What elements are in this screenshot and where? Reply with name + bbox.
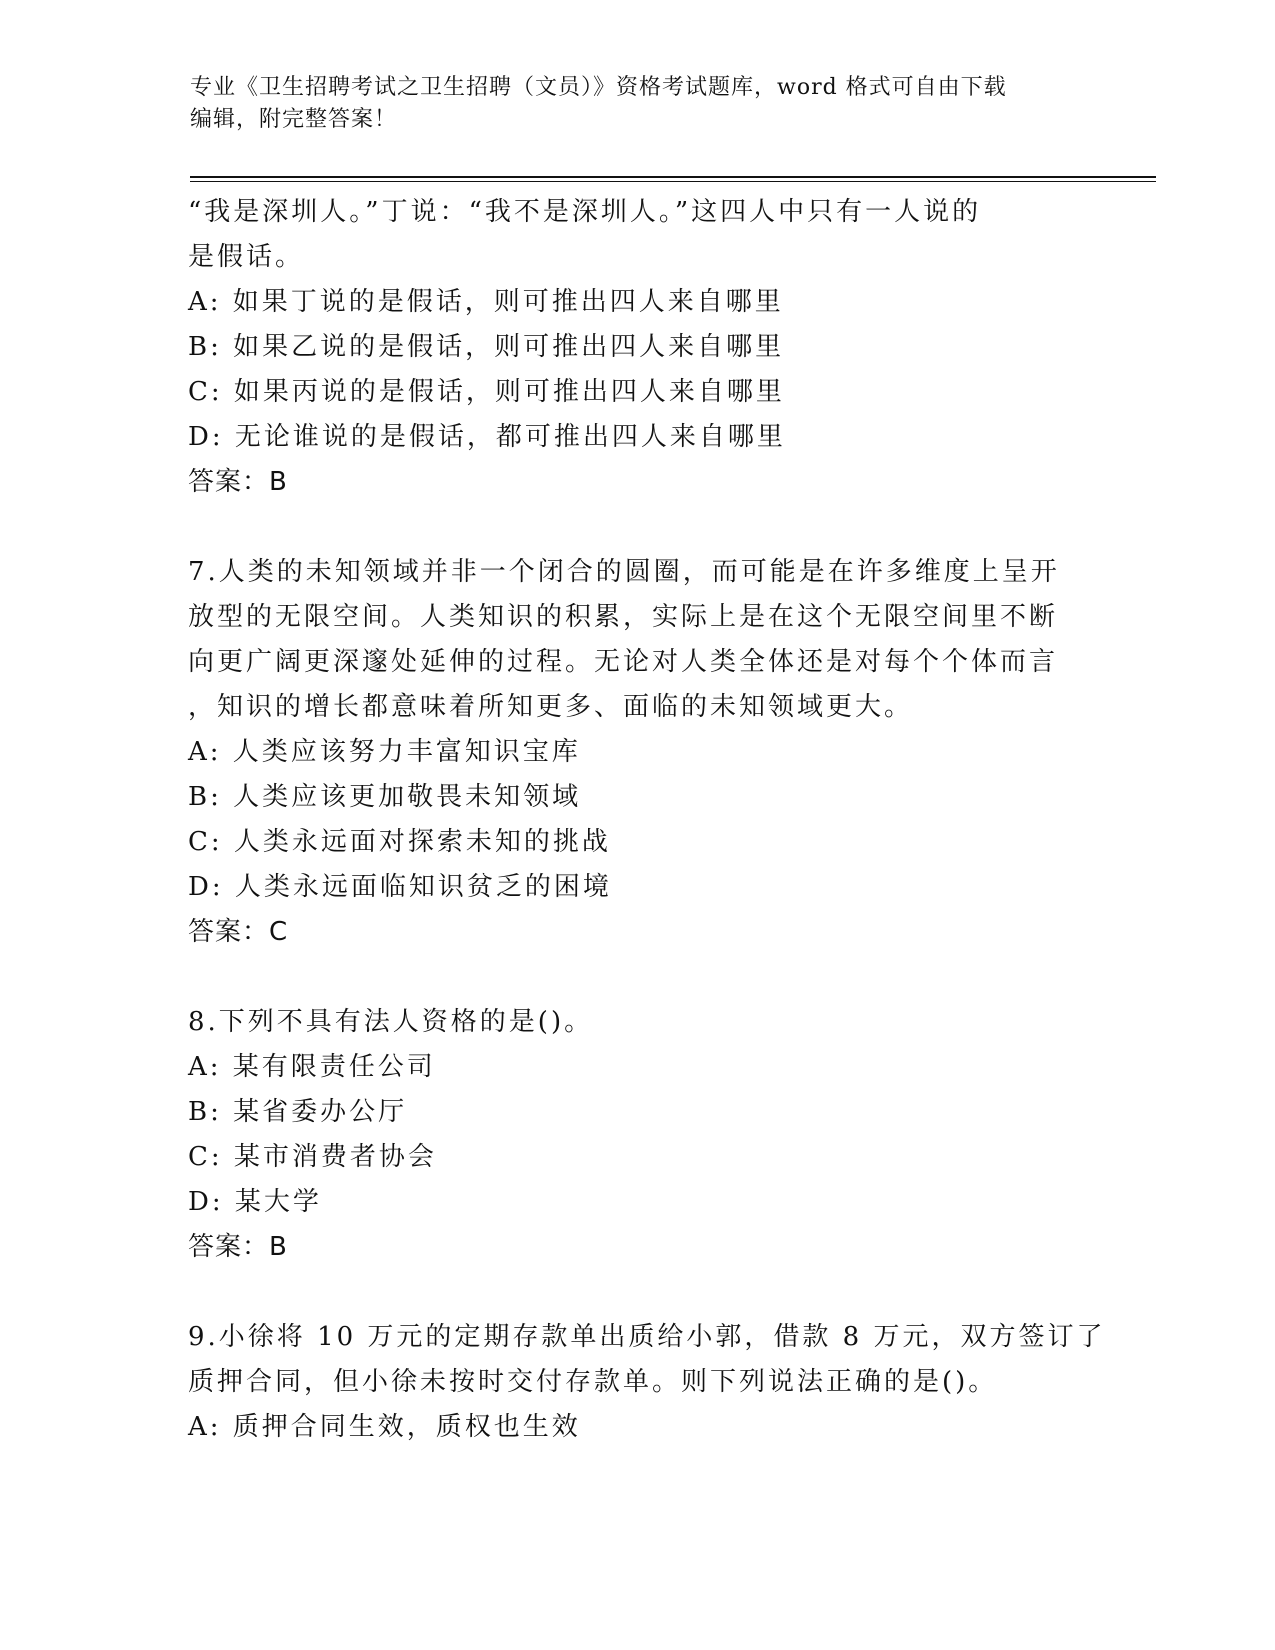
option-d: D: 人类永远面临知识贫乏的困境 xyxy=(188,872,612,902)
document-header xyxy=(190,72,1080,136)
header-divider-thin xyxy=(190,181,1156,182)
question-gap xyxy=(188,505,1088,550)
question-stem-line: 向更广阔更深邃处延伸的过程。无论对人类全体还是对每个个体而言 xyxy=(188,647,1059,677)
option-b: B: 人类应该更加敬畏未知领域 xyxy=(188,782,582,812)
question-9 xyxy=(188,1315,1106,1450)
header-divider-thick xyxy=(190,176,1156,178)
option-d: D: 某大学 xyxy=(188,1187,322,1217)
option-b: B: 如果乙说的是假话，则可推出四人来自哪里 xyxy=(188,332,785,362)
option-b: B: 某省委办公厅 xyxy=(188,1097,408,1127)
question-stem-line: 7.人类的未知领域并非一个闭合的圆圈，而可能是在许多维度上呈开 xyxy=(188,557,1060,587)
question-6 xyxy=(188,190,1088,505)
answer-label: 答案：B xyxy=(188,1232,288,1262)
option-a: A: 质押合同生效，质权也生效 xyxy=(188,1412,581,1442)
question-7 xyxy=(188,550,1088,955)
option-c: C: 人类永远面对探索未知的挑战 xyxy=(188,827,611,857)
option-d: D: 无论谁说的是假话，都可推出四人来自哪里 xyxy=(188,422,786,452)
question-8 xyxy=(188,1000,1088,1270)
question-stem-line: 9.小徐将 10 万元的定期存款单出质给小郭，借款 8 万元，双方签订了 xyxy=(188,1322,1106,1352)
question-stem-line: 质押合同，但小徐未按时交付存款单。则下列说法正确的是()。 xyxy=(188,1367,998,1397)
option-a: A: 某有限责任公司 xyxy=(188,1052,436,1082)
answer-label: 答案：C xyxy=(188,917,289,947)
header-line-1: 专业《卫生招聘考试之卫生招聘（文员）》资格考试题库，word 格式可自由下载 xyxy=(190,75,1007,100)
question-stem-line: 是假话。 xyxy=(188,242,305,272)
question-gap xyxy=(188,1270,1088,1315)
question-stem-line: 8.下列不具有法人资格的是()。 xyxy=(188,1007,594,1037)
option-c: C: 如果丙说的是假话，则可推出四人来自哪里 xyxy=(188,377,785,407)
question-list xyxy=(188,190,1106,1450)
question-stem-line: 放型的无限空间。人类知识的积累，实际上是在这个无限空间里不断 xyxy=(188,602,1059,632)
question-stem-line: “我是深圳人。”丁说：“我不是深圳人。”这四人中只有一人说的 xyxy=(188,197,982,227)
option-a: A: 如果丁说的是假话，则可推出四人来自哪里 xyxy=(188,287,784,317)
answer-label: 答案：B xyxy=(188,467,288,497)
question-stem-line: ，知识的增长都意味着所知更多、面临的未知领域更大。 xyxy=(188,692,914,722)
option-c: C: 某市消费者协会 xyxy=(188,1142,437,1172)
header-line-2: 编辑，附完整答案！ xyxy=(190,107,398,132)
question-gap xyxy=(188,955,1088,1000)
option-a: A: 人类应该努力丰富知识宝库 xyxy=(188,737,581,767)
